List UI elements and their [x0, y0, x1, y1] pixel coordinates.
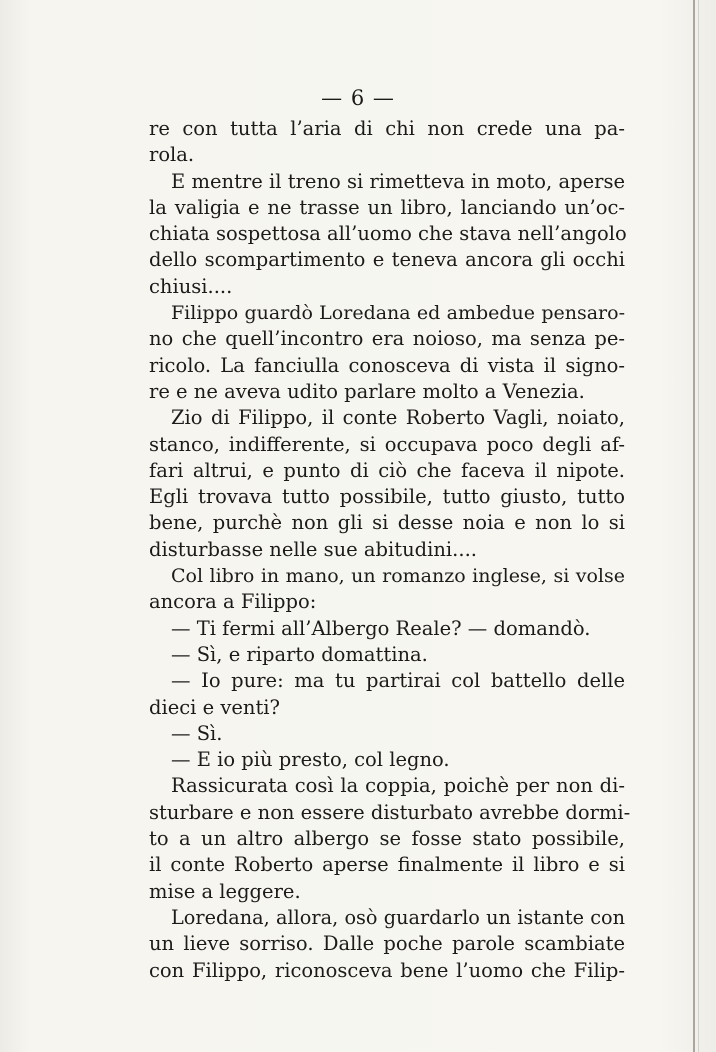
text-line: E mentre il treno si rimetteva in moto, aperse: [171, 169, 625, 193]
text-line: sturbare e non essere disturbato avrebbe dormi-: [149, 800, 631, 824]
page-edge-line: [698, 0, 699, 1052]
text-line: con Filippo, riconosceva bene l’uomo che Filip-: [149, 958, 625, 982]
text-line: ricolo. La fanciulla conosceva di vista il signo-: [149, 353, 625, 377]
text-line: un lieve sorriso. Dalle poche parole scambiate: [149, 932, 625, 956]
text-line: — Io pure: ma tu partirai col battello delle: [171, 669, 625, 693]
text-line: mise a leggere.: [149, 879, 301, 903]
text-line: fari altrui, e punto di ciò che faceva il nipote.: [149, 458, 625, 482]
text-line: bene, purchè non gli si desse noia e non lo si: [149, 511, 625, 535]
text-line: Rassicurata così la coppia, poichè per non di-: [171, 774, 625, 798]
text-line: — Sì, e riparto domattina.: [171, 642, 428, 666]
text-line: to a un altro albergo se fosse stato possibile,: [149, 827, 625, 851]
text-line: chiata sospettosa all’uomo che stava nell’angolo: [149, 222, 627, 246]
text-line: re e ne aveva udito parlare molto a Venezia.: [149, 379, 585, 403]
text-line: no che quell’incontro era noioso, ma senza pe-: [149, 327, 625, 351]
text-line: la valigia e ne trasse un libro, lanciando un’oc-: [149, 195, 625, 219]
text-line: re con tutta l’aria di chi non crede una pa-: [149, 117, 625, 140]
text-line: Loredana, allora, osò guardarlo un istante con: [171, 905, 625, 929]
text-line: disturbasse nelle sue abitudini....: [149, 537, 477, 561]
text-line: il conte Roberto aperse finalmente il libro e si: [149, 853, 625, 877]
body-text: [149, 116, 631, 984]
text-line: — Sì.: [171, 721, 223, 745]
text-line: rola.: [149, 143, 195, 167]
text-line: — E io più presto, col legno.: [171, 748, 450, 772]
text-line: Zio di Filippo, il conte Roberto Vagli, noiato,: [171, 406, 625, 430]
text-line: dello scompartimento e teneva ancora gli occhi: [149, 248, 625, 272]
page-number: — 6 —: [321, 86, 395, 110]
text-line: chiusi....: [149, 274, 233, 298]
text-line: Col libro in mano, un romanzo inglese, si volse: [171, 565, 625, 588]
text-line: stanco, indifferente, si occupava poco degli af-: [149, 432, 625, 456]
text-line: Filippo guardò Loredana ed ambedue pensaro-: [171, 302, 625, 325]
text-line: ancora a Filippo:: [149, 590, 317, 614]
text-line: — Ti fermi all’Albergo Reale? — domandò.: [171, 616, 591, 640]
text-line: Egli trovava tutto possibile, tutto giusto, tutto: [149, 485, 625, 509]
page-edge-shadow: [693, 0, 695, 1052]
text-line: dieci e venti?: [149, 695, 280, 719]
